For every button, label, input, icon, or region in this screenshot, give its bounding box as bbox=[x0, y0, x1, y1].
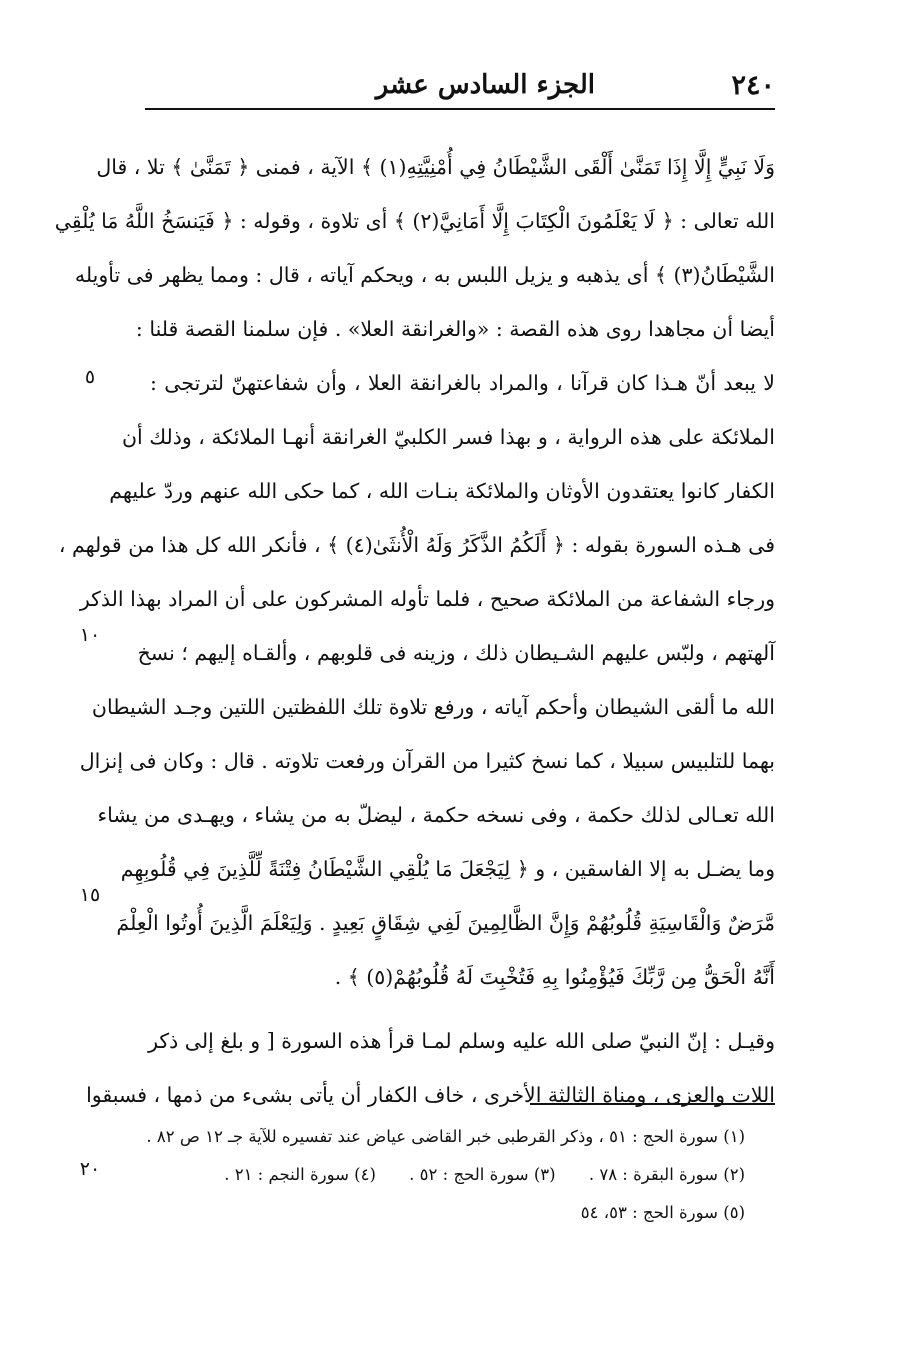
text-line: الملائكة على هذه الرواية ، و بهذا فسر الكلبيّ الغرانقة أنهـا الملائكة ، وذلك أن bbox=[121, 425, 775, 449]
text-line: وما يضـل به إلا الفاسقين ، و ﴿ لِيَجْعَلَ مَا يُلْقِي الشَّيْطَانُ فِتْنَةً لِّلَّذِينَ فِي قُلُوبِهِم bbox=[120, 857, 775, 881]
footnote-1: (١) سورة الحج : ٥١ ، وذكر القرطبى خبر القاضى عياض عند تفسيره للآية جـ ١٢ ص ٨٢ . bbox=[146, 1127, 745, 1146]
footnote-4: (٤) سورة النجم : ٢١ . bbox=[224, 1165, 376, 1184]
text-line: وَلَا نَبِيٍّ إِلَّا إِذَا تَمَنَّىٰ أَلْقَى الشَّيْطَانُ فِي أُمْنِيَّتِهِ(١) ﴾ الآية ، فمنى ﴿ تَمَنَّىٰ ﴾ تلا ، قال bbox=[96, 155, 775, 179]
text-line: أيضا أن مجاهدا روى هذه القصة : «والغرانقة العلا» . فإن سلمنا القصة قلنا : bbox=[135, 317, 775, 341]
page-number: ٢٤٠ bbox=[731, 70, 775, 101]
text-line: الله تعالى : ﴿ لَا يَعْلَمُونَ الْكِتَابَ إِلَّا أَمَانِيَّ(٢) ﴾ أى تلاوة ، وقوله : ﴿ فَيَنسَخُ اللَّهُ مَا يُلْقِي bbox=[54, 209, 775, 233]
footnotes bbox=[140, 1118, 745, 1232]
line-number-10: ١٠ bbox=[79, 624, 101, 646]
line-number-20: ٢٠ bbox=[79, 1158, 101, 1180]
footnote-5: (٥) سورة الحج : ٥٣، ٥٤ bbox=[580, 1203, 745, 1222]
text-line: الشَّيْطَانُ(٣) ﴾ أى يذهبه و يزيل اللبس به ، ويحكم آياته ، قال : ومما يظهر فى تأويله bbox=[74, 263, 775, 287]
text-line: اللات والعزى ، ومناة الثالثة الأخرى ، خاف الكفار أن يأتى بشىء من ذمها ، فسبقوا bbox=[86, 1083, 775, 1107]
text-line: مَّرَضٌ وَالْقَاسِيَةِ قُلُوبُهُمْ وَإِنَّ الظَّالِمِينَ لَفِي شِقَاقٍ بَعِيدٍ . وَلِيَعْلَمَ الَّذِينَ أُوتُوا الْعِلْمَ bbox=[116, 911, 775, 935]
header-rule bbox=[145, 108, 775, 110]
text-line: أَنَّهُ الْحَقُّ مِن رَّبِّكَ فَيُؤْمِنُوا بِهِ فَتُخْبِتَ لَهُ قُلُوبُهُمْ(٥) ﴾ . bbox=[334, 965, 775, 989]
footnote-rule bbox=[530, 1103, 775, 1105]
text-line: الكفار كانوا يعتقدون الأوثان والملائكة بنـات الله ، كما حكى الله عنهم وردّ عليهم bbox=[109, 479, 775, 503]
footnote-2: (٢) سورة البقرة : ٧٨ . bbox=[588, 1165, 745, 1184]
text-line: الله ما ألقى الشيطان وأحكم آياته ، ورفع تلاوة تلك اللفظتين اللتين وجـد الشيطان bbox=[91, 695, 775, 719]
text-line: آلهتهم ، ولبّس عليهم الشـيطان ذلك ، وزينه فى قلوبهم ، وألقـاه إليهم ؛ نسخ bbox=[137, 641, 775, 665]
footnote-3: (٣) سورة الحج : ٥٢ . bbox=[409, 1165, 556, 1184]
running-title: الجزء السادس عشر bbox=[375, 70, 595, 100]
text-line: وقيـل : إنّ النبيّ صلى الله عليه وسلم لمـا قرأ هذه السورة [ و بلغ إلى ذكر bbox=[148, 1029, 775, 1053]
footnote-line-2 bbox=[140, 1156, 745, 1194]
text-line: فى هـذه السورة بقوله : ﴿ أَلَكُمُ الذَّكَرُ وَلَهُ الْأُنثَىٰ(٤) ﴾ ، فأنكر الله كل هذا من قولهم ، bbox=[58, 533, 775, 557]
text-line: الله تعـالى لذلك حكمة ، وفى نسخه حكمة ، ليضلّ به من يشاء ، ويهـدى من يشاء bbox=[97, 803, 775, 827]
page-header bbox=[140, 68, 775, 108]
text-line: ورجاء الشفاعة من الملائكة صحيح ، فلما تأوله المشركون على أن المراد بهذا الذكر bbox=[79, 587, 775, 611]
paragraph-gap bbox=[150, 1004, 775, 1014]
line-number-5: ٥ bbox=[84, 366, 96, 388]
text-line: بهما للتلبيس سبيلا ، كما نسخ كثيرا من القرآن ورفعت تلاوته . قال : وكان فى إنزال bbox=[79, 749, 775, 773]
line-number-15: ١٥ bbox=[79, 884, 101, 906]
text-line: لا يبعد أنّ هـذا كان قرآنا ، والمراد بالغرانقة العلا ، وأن شفاعتهنّ لترتجى : bbox=[150, 371, 775, 395]
